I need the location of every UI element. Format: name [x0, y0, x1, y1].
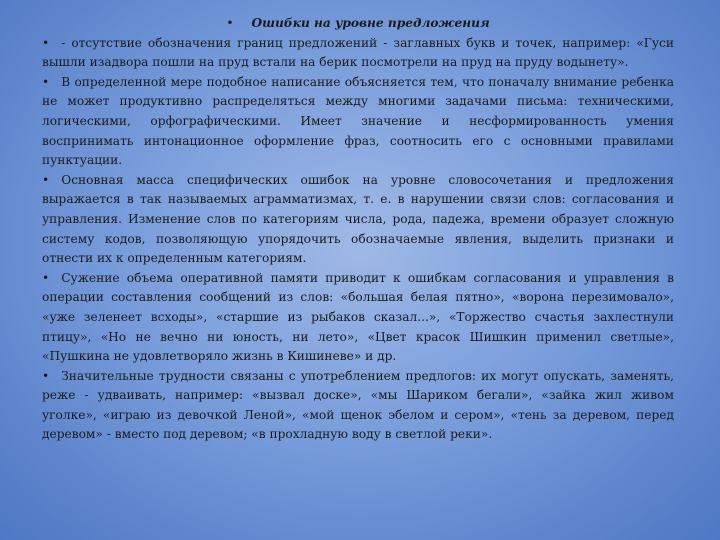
slide-title: Ошибки на уровне предложения: [251, 16, 490, 30]
bullet-icon: •: [42, 270, 50, 285]
paragraph-text: Сужение объема оперативной памяти приводит к ошибкам согласования и управления в операции составления сообщений из слов: «большая белая пятно», «ворона перезимовало», «уже зеленеет всходы», «старшие из рыбаков сказал...», «Торжество счастья захлестнули птицу», «Но не вечно ни юность, ни лето», «Цвет красок Шишкин применил светлые», «Пушкина не удовлетворяло жизнь в Кишиневе» и др.: [42, 270, 674, 364]
paragraph-text: Значительные трудности связаны с употреблением предлогов: их могут опускать, заменять, реже - удваивать, например: «вызвал доске», «мы Шариком бегали», «зайка жил живом уголке», «играю из девочкой Леной», «мой щенок эбелом и сером», «тень за деревом, перед деревом» - вместо под деревом; «в прохладную воду в светлой реки».: [42, 368, 674, 442]
bullet-icon: •: [226, 16, 234, 30]
paragraph-text: - отсутствие обозначения границ предложений - заглавных букв и точек, например: «Гуси вышли изадвора пошли на пруд встали на берик посмотрели на пруд на пруду водынету».: [42, 35, 674, 70]
bullet-icon: •: [42, 35, 50, 50]
paragraph-5: [42, 367, 674, 445]
paragraph-text: В определенной мере подобное написание объясняется тем, что поначалу внимание ребенка не может продуктивно распределяться между многими задачами письма: техническими, логическими, орфографическими. Имеет значение и несформированность умения воспринимать интонационное оформление фраз, соотносить его с основными правилами пунктуации.: [42, 74, 674, 168]
paragraph-3: [42, 171, 674, 269]
paragraph-4: [42, 269, 674, 367]
title-line: [42, 14, 674, 34]
paragraph-2: [42, 73, 674, 171]
slide-content: [42, 14, 674, 445]
paragraph-1: [42, 34, 674, 73]
bullet-icon: •: [42, 172, 50, 187]
bullet-icon: •: [42, 368, 50, 383]
bullet-icon: •: [42, 74, 50, 89]
paragraph-text: Основная масса специфических ошибок на уровне словосочетания и предложения выражается в так называемых аграмматизмах, т. е. в нарушении связи слов: согласования и управления. Изменение слов по категориям числа, рода, падежа, времени образует сложную систему кодов, позволяющую упорядочить обозначаемые явления, выделить признаки и отнести их к определенным категориям.: [42, 172, 674, 266]
